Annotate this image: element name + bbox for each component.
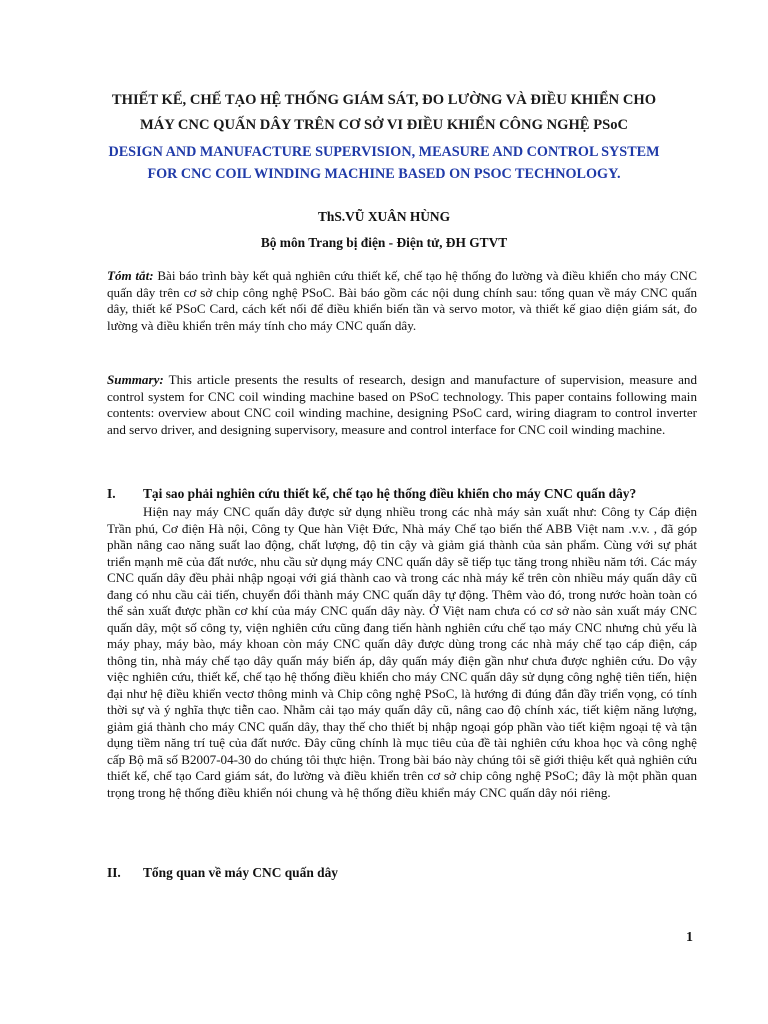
abstract-text: Bài báo trình bày kết quả nghiên cứu thiết kế, chế tạo hệ thống đo lường và điều khiển cho máy CNC quấn dây trên cơ sở chip công nghệ PSoC. Bài báo gồm các nội dung chính sau: tổng quan về máy CNC quấn dây, thiết kế PSoC Card, cách kết nối để điều khiển biến tần và servo motor, và thiết kế giao diện giám sát, đo lường và điều khiển trên máy tính cho máy CNC quấn dây.: [107, 268, 697, 333]
section-2-title: Tổng quan về máy CNC quấn dây: [143, 865, 338, 880]
author-affiliation: Bộ môn Trang bị điện - Điện tử, ĐH GTVT: [260, 235, 508, 250]
author-name: ThS.VŨ XUÂN HÙNG: [317, 209, 451, 224]
page-number: 1: [686, 930, 693, 945]
title-en-line1: DESIGN AND MANUFACTURE SUPERVISION, MEASURE AND CONTROL SYSTEM: [108, 144, 660, 160]
section-1-number: I.: [107, 486, 116, 501]
title-vi-line1: THIẾT KẾ, CHẾ TẠO HỆ THỐNG GIÁM SÁT, ĐO LƯỜNG VÀ ĐIỀU KHIỂN CHO: [111, 92, 657, 108]
section-1-body: Hiện nay máy CNC quấn dây được sử dụng nhiều trong các nhà máy sản xuất như: Công ty Cáp điện Trần phú, Cơ điện Hà nội, Công ty Que hàn Việt Đức, Nhà máy Chế tạo biến thế ABB Việt nam .v.v. , đã góp phần nâng cao năng suất lao động, chất lượng, độ tin cậy và giảm giá thành của sản phẩm. Cùng với sự phát triển mạnh mẽ của đất nước, nhu cầu sử dụng máy CNC quấn dây sẽ tiếp tục tăng trong nhiều năm tới. Các máy CNC quấn dây đều phải nhập ngoại với giá thành cao và trong các nhà máy kể trên còn nhiều máy quấn dây cũ đang có nhu cầu cải tiến, chuyển đổi thành máy CNC quấn dây tự động. Thêm vào đó, trong nước hoàn toàn có thể sản xuất được phần cơ khí của máy CNC quấn dây này. Ở Việt nam chưa có cơ sở nào sản xuất máy CNC quấn dây, một số công ty, viện nghiên cứu cũng đang tiến hành nghiên cứu chế tạo máy CNC nhưng chủ yếu là máy phay, máy bào, máy khoan còn máy CNC quấn dây được dùng trong các nhà máy chế tạo cáp điện, cáp thông tin, nhà máy chế tạo dây quấn máy biến áp, dây quấn máy điện gần như chưa được nghiên cứu. Do vậy việc nghiên cứu, thiết kế, chế tạo hệ thống điều khiển cho máy CNC quấn dây sử dụng công nghệ tiên tiến, hiện đại như hệ điều khiển vectơ thông minh và Chip công nghệ PSoC, là hướng đi đúng đắn đầy triển vọng, có tính thời sự và ý nghĩa thực tiễn cao. Nhằm cải tạo máy quấn dây cũ, nâng cao độ chính xác, tiết kiệm năng lượng, giảm giá thành cho máy CNC quấn dây, thay thế cho thiết bị nhập ngoại góp phần vào tiết kiệm ngoại tệ và tận dụng tiềm năng trí tuệ của đất nước. Đây cũng chính là mục tiêu của đề tài nghiên cứu khoa học và công nghệ cấp Bộ mã số B2007-04-30 do chúng tôi thực hiện. Trong bài báo này chúng tôi sẽ giới thiệu kết quả nghiên cứu thiết kế, chế tạo Card giám sát, đo lường và điều khiển trên cơ sở chip công nghệ PSoC; đây là một phần quan trọng trong hệ thống điều khiển nói chung và hệ thống điều khiển máy CNC quấn dây nói riêng.: [107, 504, 697, 800]
summary-label: Summary:: [107, 372, 164, 387]
section-1-heading: [107, 485, 697, 502]
summary-text: This article presents the results of research, design and manufacture of supervision, measure and control system for CNC coil winding machine based on PSoC technology. This paper contains following main contents: overview about CNC coil winding machine, designing PSoC card, wiring diagram to control inverter and servo driver, and designing supervisory, measure and control interface for CNC coil winding machine.: [107, 372, 697, 437]
summary-paragraph: [107, 372, 697, 438]
abstract-label: Tóm tắt:: [107, 268, 154, 283]
title-vietnamese: [80, 88, 688, 138]
abstract-paragraph: [107, 268, 697, 334]
section-1-title: Tại sao phải nghiên cứu thiết kế, chế tạo hệ thống điều khiển cho máy CNC quấn dây?: [143, 486, 637, 501]
section-2-number: II.: [107, 865, 121, 880]
title-en-line2: FOR CNC COIL WINDING MACHINE BASED ON PSOC TECHNOLOGY.: [147, 166, 621, 182]
title-english: [80, 141, 688, 185]
section-2-heading: [107, 864, 697, 881]
title-vi-line2: MÁY CNC QUẤN DÂY TRÊN CƠ SỞ VI ĐIỀU KHIỂN CÔNG NGHỆ PSoC: [139, 117, 629, 133]
